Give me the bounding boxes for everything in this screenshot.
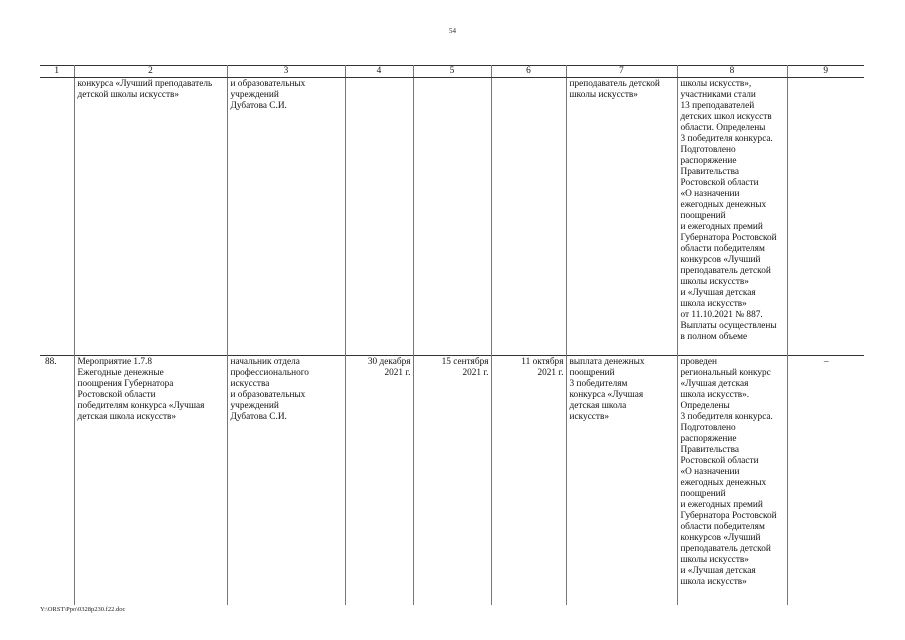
actual-result-cell: проведен региональный конкурс «Лучшая детская школа искусств». Определены 3 победителя конкурса. Подготовлено распоряжение Правительства Ростовской области «О назначении ежегодных денежных поощрений и ежегодных премий Губернатора Ростовской области победителям конкурсов «Лучший преподаватель детской школы искусств» и «Лучшая детская школа искусств» — [677, 356, 787, 606]
column-header: 9 — [787, 66, 864, 78]
note-cell — [787, 78, 864, 356]
activity-cell: Мероприятие 1.7.8 Ежегодные денежные поощрения Губернатора Ростовской области победителям конкурса «Лучшая детская школа искусств» — [74, 356, 227, 606]
column-header: 3 — [227, 66, 345, 78]
column-header: 1 — [40, 66, 74, 78]
column-header: 4 — [345, 66, 413, 78]
row-number-cell — [40, 78, 74, 356]
row-number-cell: 88. — [40, 356, 74, 606]
column-header: 2 — [74, 66, 227, 78]
start-date-cell — [413, 78, 491, 356]
end-date-cell — [491, 78, 566, 356]
expected-result-cell: преподаватель детской школы искусств» — [566, 78, 677, 356]
responsible-cell: и образовательных учреждений Дубатова С.И. — [227, 78, 345, 356]
table-row — [40, 78, 864, 356]
column-header: 7 — [566, 66, 677, 78]
responsible-cell: начальник отдела профессионального искусства и образовательных учреждений Дубатова С.И. — [227, 356, 345, 606]
planned-date-cell: 30 декабря 2021 г. — [345, 356, 413, 606]
column-header: 8 — [677, 66, 787, 78]
start-date-cell: 15 сентября 2021 г. — [413, 356, 491, 606]
file-path-footer: Y:\ORST\Ppo\0328p230.f22.doc — [40, 606, 126, 613]
expected-result-cell: выплата денежных поощрений 3 победителям конкурса «Лучшая детская школа искусств» — [566, 356, 677, 606]
page-number: 54 — [449, 27, 456, 35]
column-header: 6 — [491, 66, 566, 78]
column-numbers-row — [40, 66, 864, 78]
actual-result-cell: школы искусств», участниками стали 13 преподавателей детских школ искусств области. Определены 3 победителя конкурса. Подготовлено распоряжение Правительства Ростовской области «О назначении ежегодных денежных поощрений и ежегодных премий Губернатора Ростовской области победителям конкурсов «Лучший преподаватель детской школы искусств» и «Лучшая детская школа искусств» от 11.10.2021 № 887. Выплаты осуществлены в полном объеме — [677, 78, 787, 356]
note-cell — [787, 356, 864, 606]
report-table — [40, 65, 864, 605]
table-row — [40, 356, 864, 606]
planned-date-cell — [345, 78, 413, 356]
activity-cell: конкурса «Лучший преподаватель детской школы искусств» — [74, 78, 227, 356]
end-date-cell: 11 октября 2021 г. — [491, 356, 566, 606]
column-header: 5 — [413, 66, 491, 78]
note-dash: – — [823, 357, 829, 367]
